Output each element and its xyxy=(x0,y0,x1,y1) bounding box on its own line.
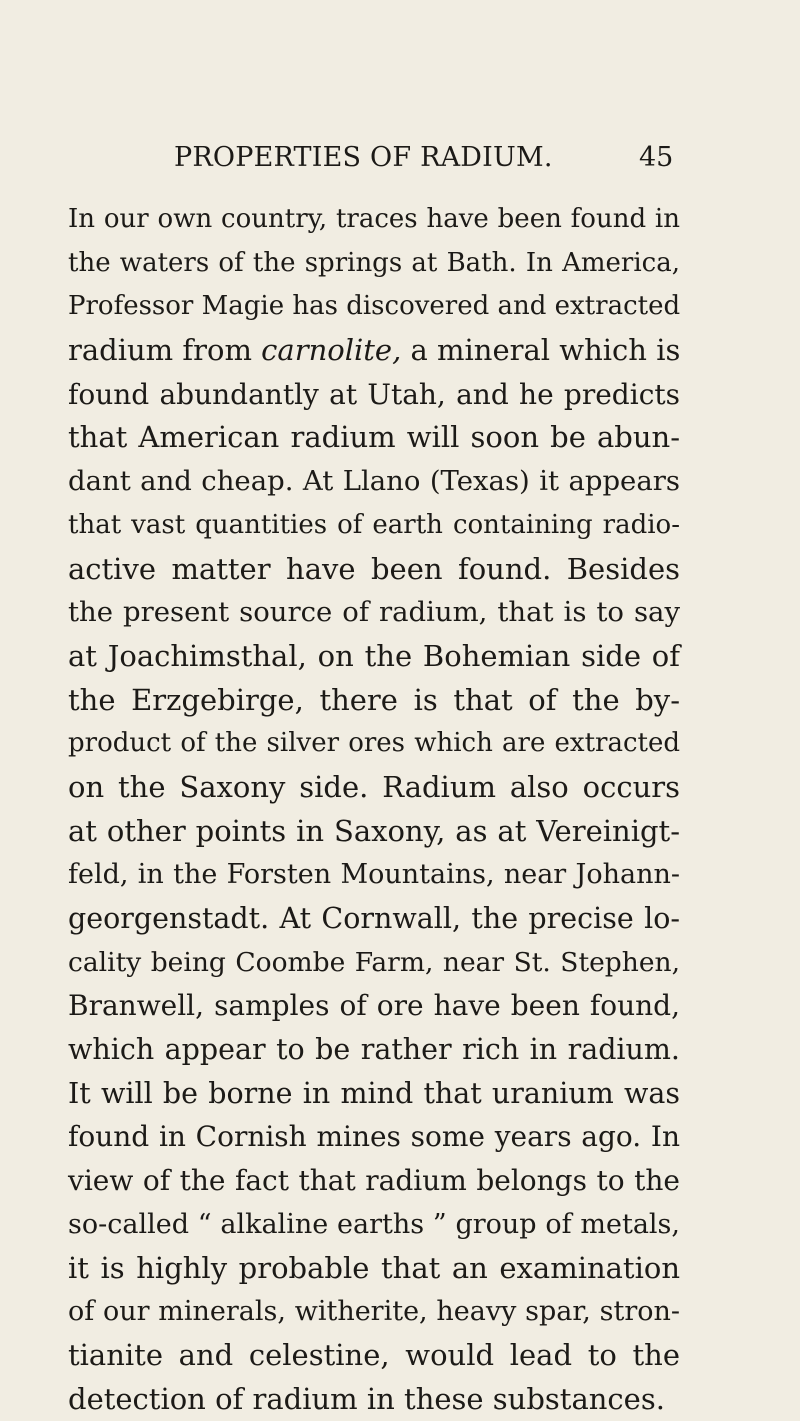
text-segment: so-called “ alkaline earths ” group of metals, xyxy=(68,1208,680,1240)
text-segment: found abundantly at Utah, and he predicts xyxy=(68,377,680,411)
text-line xyxy=(68,1072,680,1116)
text-segment: of our minerals, witherite, heavy spar, stron- xyxy=(68,1296,680,1328)
text-line xyxy=(68,504,680,548)
text-segment: at other points in Saxony, as at Vereinigt- xyxy=(68,813,680,848)
text-line xyxy=(68,635,680,679)
text-line xyxy=(68,329,680,373)
text-line xyxy=(68,679,680,723)
text-line xyxy=(68,460,680,504)
text-line xyxy=(68,1028,680,1072)
text-segment: it is highly probable that an examination xyxy=(68,1250,680,1285)
text-segment: cality being Coombe Farm, near St. Stephen, xyxy=(68,946,680,978)
text-line xyxy=(68,1159,680,1203)
text-segment: active matter have been found. Besides xyxy=(68,551,680,586)
text-segment: the Erzgebirge, there is that of the by- xyxy=(68,682,680,717)
text-line xyxy=(68,897,680,941)
text-line xyxy=(68,373,680,417)
text-line xyxy=(68,1334,680,1378)
text-segment: georgenstadt. At Cornwall, the precise lo- xyxy=(68,902,680,935)
text-segment: detection of radium in these substances. xyxy=(68,1381,665,1416)
text-line xyxy=(68,1378,680,1421)
text-segment: radium from xyxy=(68,333,262,368)
text-line xyxy=(68,984,680,1028)
text-line xyxy=(68,1247,680,1291)
text-line xyxy=(68,1203,680,1247)
text-segment: Branwell, samples of ore have been found, xyxy=(68,989,680,1023)
text-line xyxy=(68,242,680,286)
text-segment: found in Cornish mines some years ago. In xyxy=(68,1120,680,1154)
text-segment: tianite and celestine, would lead to the xyxy=(68,1337,680,1372)
text-segment: feld, in the Forsten Mountains, near Johann- xyxy=(68,859,680,891)
text-line xyxy=(68,591,680,635)
text-line xyxy=(68,548,680,592)
text-segment: that American radium will soon be abun- xyxy=(68,420,680,455)
text-line xyxy=(68,1115,680,1159)
running-head-title: PROPERTIES OF RADIUM. xyxy=(174,142,553,173)
text-segment: product of the silver ores which are extracted xyxy=(68,728,680,759)
text-segment: It will be borne in mind that uranium was xyxy=(68,1076,680,1110)
text-segment: which appear to be rather rich in radium. xyxy=(68,1033,680,1067)
text-line xyxy=(68,853,680,897)
body-paragraph xyxy=(68,198,680,1421)
text-line xyxy=(68,722,680,766)
text-line xyxy=(68,1290,680,1334)
text-segment: on the Saxony side. Radium also occurs xyxy=(68,769,680,804)
page-number: 45 xyxy=(639,142,674,173)
text-segment: at Joachimsthal, on the Bohemian side of xyxy=(68,638,680,673)
text-segment: that vast quantities of earth containing radio- xyxy=(68,509,680,540)
text-segment: the present source of radium, that is to say xyxy=(68,596,680,629)
text-segment: view of the fact that radium belongs to the xyxy=(68,1164,680,1198)
text-line xyxy=(68,810,680,854)
text-line xyxy=(68,416,680,460)
text-line xyxy=(68,198,680,242)
text-segment: In our own country, traces have been found in xyxy=(68,204,680,234)
text-line xyxy=(68,941,680,985)
italic-term: carnolite, xyxy=(261,333,402,368)
text-segment: dant and cheap. At Llano (Texas) it appears xyxy=(68,465,680,498)
text-segment: Professor Magie has discovered and extracted xyxy=(68,291,681,322)
text-line xyxy=(68,285,680,329)
text-line xyxy=(68,766,680,810)
text-segment: the waters of the springs at Bath. In America, xyxy=(68,247,680,278)
text-segment: a mineral which is xyxy=(401,333,681,368)
